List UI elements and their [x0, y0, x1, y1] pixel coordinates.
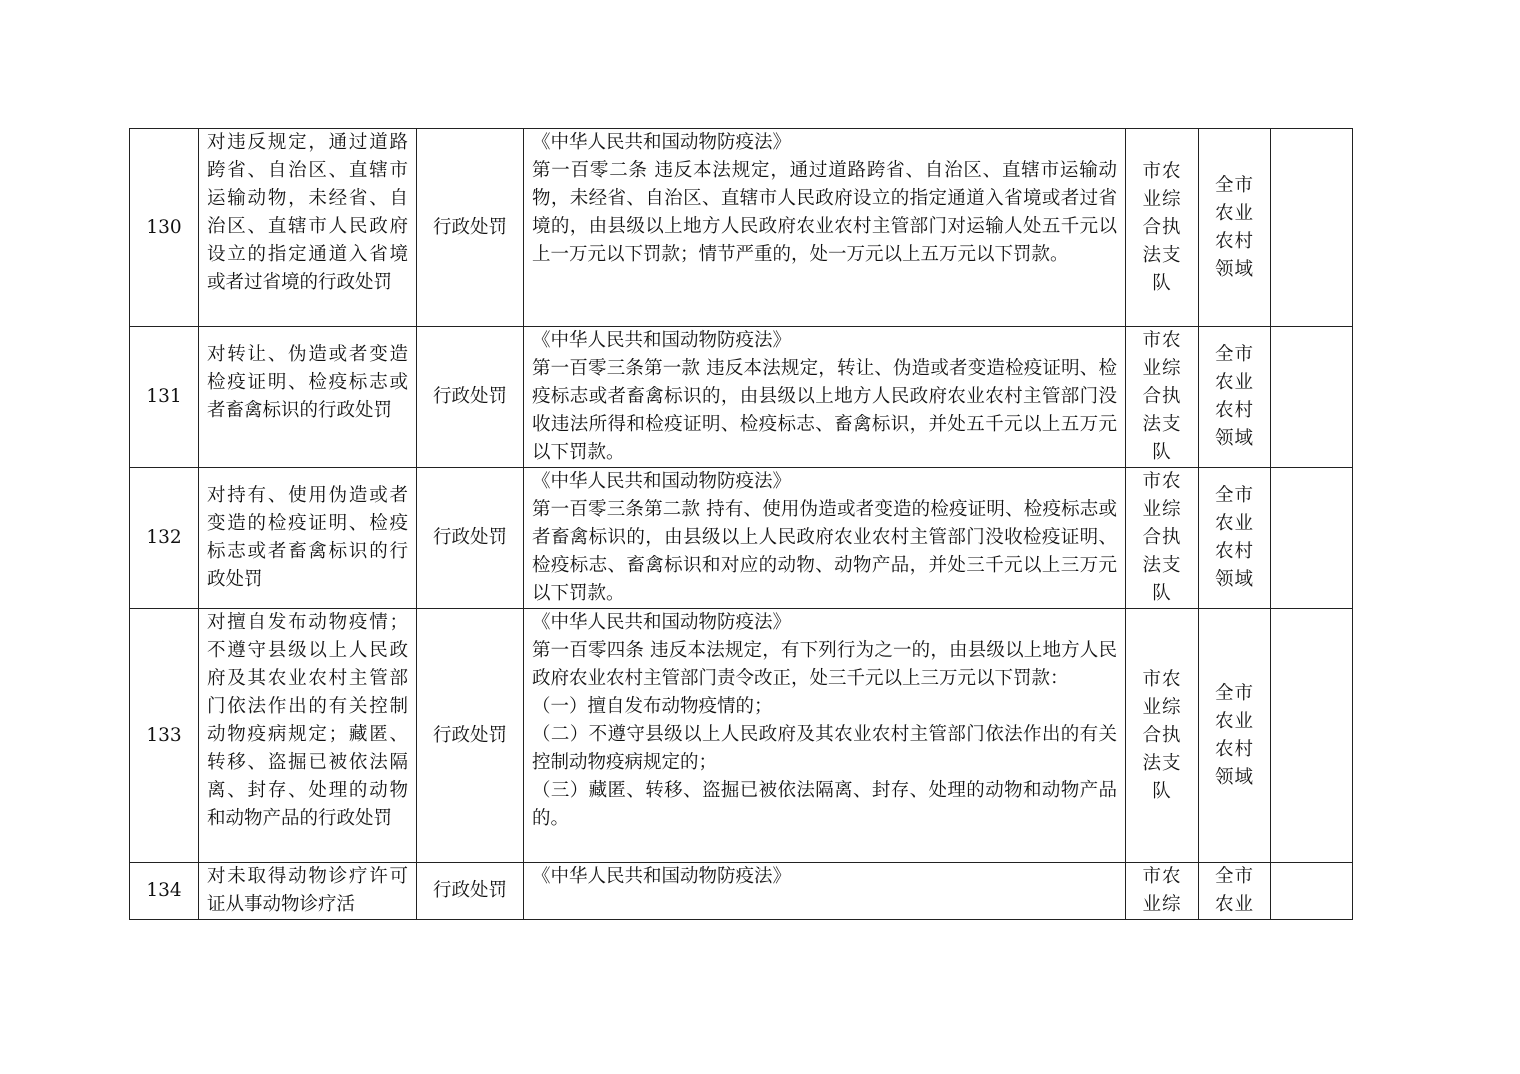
enforcement-unit: 市农业综合执法支队: [1142, 160, 1182, 294]
law-title: 《中华人民共和国动物防疫法》: [532, 132, 792, 153]
enforcement-unit: 市农业综合执法支队: [1142, 330, 1182, 463]
scope: 全市农业农村领域: [1214, 344, 1254, 449]
note-cell: [1271, 609, 1353, 863]
table-row: [130, 863, 1353, 920]
enforcement-unit: 市农业综合执法支队: [1142, 668, 1182, 802]
scope-cell: [1199, 609, 1271, 863]
note-cell: [1271, 327, 1353, 468]
power-type: 行政处罚: [417, 468, 524, 609]
law-enforcement-table: [129, 128, 1353, 920]
table-row: [130, 129, 1353, 327]
scope: 全市农业农村领域: [1214, 682, 1254, 788]
power-type: 行政处罚: [417, 863, 524, 920]
legal-basis-cell: [524, 327, 1126, 468]
law-title: 《中华人民共和国动物防疫法》: [532, 612, 792, 633]
item-name: 对转让、伪造或者变造检疫证明、检疫标志或者畜禽标识的行政处罚: [207, 344, 408, 421]
note-cell: [1271, 863, 1353, 920]
power-type: 行政处罚: [417, 327, 524, 468]
clause-item: （二）不遵守县级以上人民政府及其农业农村主管部门依法作出的有关控制动物疫病规定的；: [532, 724, 1117, 773]
item-name: 对持有、使用伪造或者变造的检疫证明、检疫标志或者畜禽标识的行政处罚: [207, 485, 408, 590]
power-type: 行政处罚: [417, 609, 524, 863]
item-name: 对违反规定，通过道路跨省、自治区、直辖市运输动物，未经省、自治区、直辖市人民政府设立的指定通道入省境或者过省境的行政处罚: [207, 132, 408, 293]
legal-basis-cell: [524, 468, 1126, 609]
scope-cell: [1199, 129, 1271, 327]
note-cell: [1271, 468, 1353, 609]
row-number: 130: [130, 129, 199, 327]
item-name-cell: [199, 468, 417, 609]
item-name-cell: [199, 129, 417, 327]
law-title: 《中华人民共和国动物防疫法》: [532, 866, 792, 887]
enforcement-unit-cell: [1126, 863, 1199, 920]
scope-cell: [1199, 863, 1271, 920]
item-name: 对擅自发布动物疫情；不遵守县级以上人民政府及其农业农村主管部门依法作出的有关控制动物疫病规定；藏匿、转移、盗掘已被依法隔离、封存、处理的动物和动物产品的行政处罚: [207, 612, 408, 829]
row-number: 131: [130, 327, 199, 468]
note-cell: [1271, 129, 1353, 327]
clause-item: （三）藏匿、转移、盗掘已被依法隔离、封存、处理的动物和动物产品的。: [532, 780, 1117, 829]
item-name: 对未取得动物诊疗许可证从事动物诊疗活: [207, 866, 408, 915]
legal-basis-text: 第一百零二条 违反本法规定，通过道路跨省、自治区、直辖市运输动物，未经省、自治区、直辖市人民政府设立的指定通道入省境或者过省境的，由县级以上地方人民政府农业农村主管部门对运输人处五千元以上一万元以下罚款；情节严重的，处一万元以上五万元以下罚款。: [532, 160, 1117, 265]
clause-item: （一）擅自发布动物疫情的；: [532, 696, 773, 717]
scope: 全市农业农村领域: [1214, 485, 1254, 590]
item-name-cell: [199, 863, 417, 920]
row-number: 133: [130, 609, 199, 863]
enforcement-unit-cell: [1126, 129, 1199, 327]
law-title: 《中华人民共和国动物防疫法》: [532, 330, 792, 351]
scope-cell: [1199, 327, 1271, 468]
legal-basis-text: 第一百零三条第二款 持有、使用伪造或者变造的检疫证明、检疫标志或者畜禽标识的，由县级以上人民政府农业农村主管部门没收检疫证明、检疫标志、畜禽标识和对应的动物、动物产品，并处三千元以上三万元以下罚款。: [532, 499, 1117, 604]
table-row: [130, 609, 1353, 863]
law-title: 《中华人民共和国动物防疫法》: [532, 471, 792, 492]
row-number: 132: [130, 468, 199, 609]
legal-basis-text: 第一百零四条 违反本法规定，有下列行为之一的，由县级以上地方人民政府农业农村主管部门责令改正，处三千元以上三万元以下罚款：: [532, 640, 1117, 689]
item-name-cell: [199, 609, 417, 863]
enforcement-unit-cell: [1126, 327, 1199, 468]
enforcement-unit: 市农业综: [1142, 866, 1182, 915]
legal-basis-cell: [524, 129, 1126, 327]
scope: 全市农业: [1214, 866, 1254, 915]
enforcement-unit: 市农业综合执法支队: [1142, 471, 1182, 604]
row-number: 134: [130, 863, 199, 920]
enforcement-unit-cell: [1126, 609, 1199, 863]
power-type: 行政处罚: [417, 129, 524, 327]
table-row: [130, 327, 1353, 468]
legal-basis-text: 第一百零三条第一款 违反本法规定，转让、伪造或者变造检疫证明、检疫标志或者畜禽标识的，由县级以上地方人民政府农业农村主管部门没收违法所得和检疫证明、检疫标志、畜禽标识，并处五千元以上五万元以下罚款。: [532, 358, 1117, 463]
scope-cell: [1199, 468, 1271, 609]
table-row: [130, 468, 1353, 609]
legal-basis-cell: [524, 609, 1126, 863]
legal-basis-cell: [524, 863, 1126, 920]
enforcement-unit-cell: [1126, 468, 1199, 609]
item-name-cell: [199, 327, 417, 468]
scope: 全市农业农村领域: [1214, 174, 1254, 280]
